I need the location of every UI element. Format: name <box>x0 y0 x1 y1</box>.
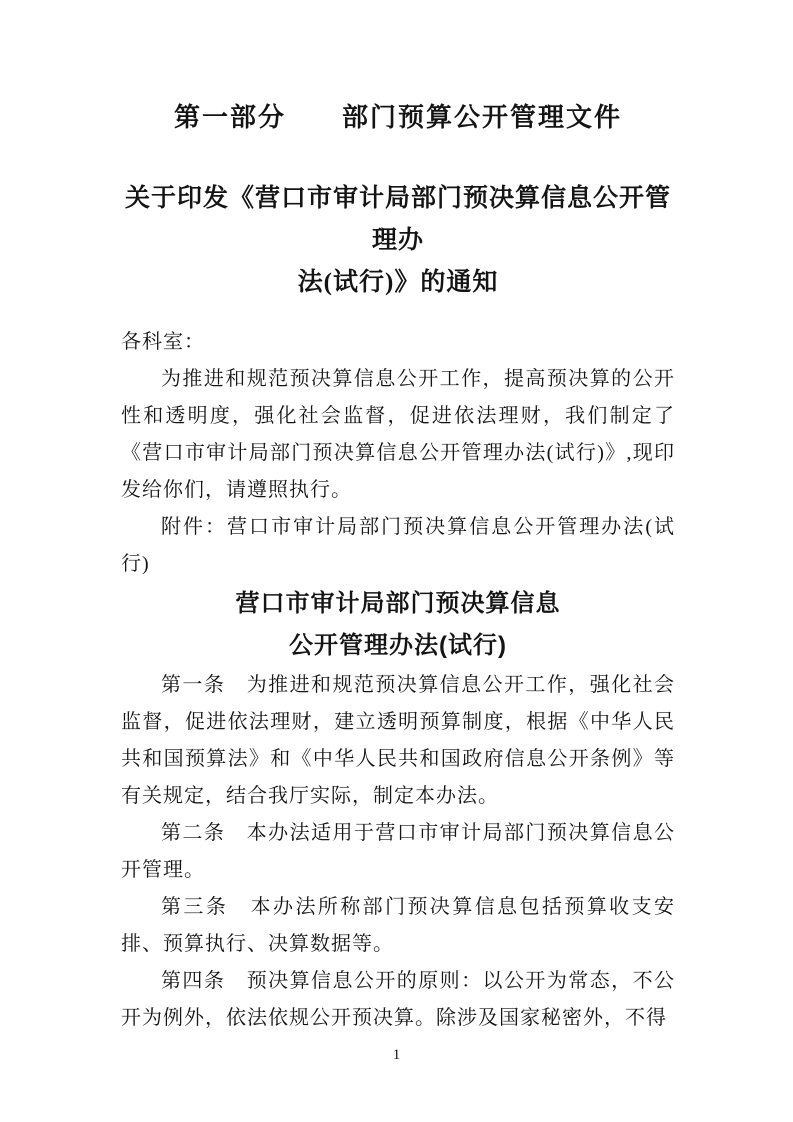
notice-title-line-1: 关于印发《营口市审计局部门预决算信息公开管理办 <box>124 185 671 254</box>
measures-title-line-1: 营口市审计局部门预决算信息 <box>235 590 561 617</box>
attachment-line: 附件：营口市审计局部门预决算信息公开管理办法(试行) <box>121 516 675 575</box>
part-title: 第一部分 部门预算公开管理文件 <box>173 102 622 132</box>
salutation: 各科室： <box>121 331 205 353</box>
document-body <box>121 324 675 1037</box>
article-4: 第四条 预决算信息公开的原则：以公开为常态，不公开为例外，依法依规公开预决算。除涉及国家秘密外，不得 <box>121 970 675 1029</box>
article-2: 第二条 本办法适用于营口市审计局部门预决算信息公开管理。 <box>121 822 675 881</box>
intro-paragraph: 为推进和规范预决算信息公开工作，提高预决算的公开性和透明度，强化社会监督，促进依法理财，我们制定了《营口市审计局部门预决算信息公开管理办法(试行)》,现印发给你们，请遵照执行。 <box>121 368 675 501</box>
notice-title <box>121 178 675 304</box>
article-3: 第三条 本办法所称部门预决算信息包括预算收支安排、预算执行、决算数据等。 <box>121 896 675 955</box>
measures-title <box>121 583 675 667</box>
measures-title-line-2: 公开管理办法(试行) <box>289 632 507 659</box>
notice-title-line-2: 法(试行)》的通知 <box>297 269 499 296</box>
article-1: 第一条 为推进和规范预决算信息公开工作，强化社会监督，促进依法理财，建立透明预算制度，根据《中华人民共和国预算法》和《中华人民共和国政府信息公开条例》等有关规定，结合我厅实际，制定本办法。 <box>121 674 675 807</box>
page-number: 1 <box>392 1047 401 1063</box>
